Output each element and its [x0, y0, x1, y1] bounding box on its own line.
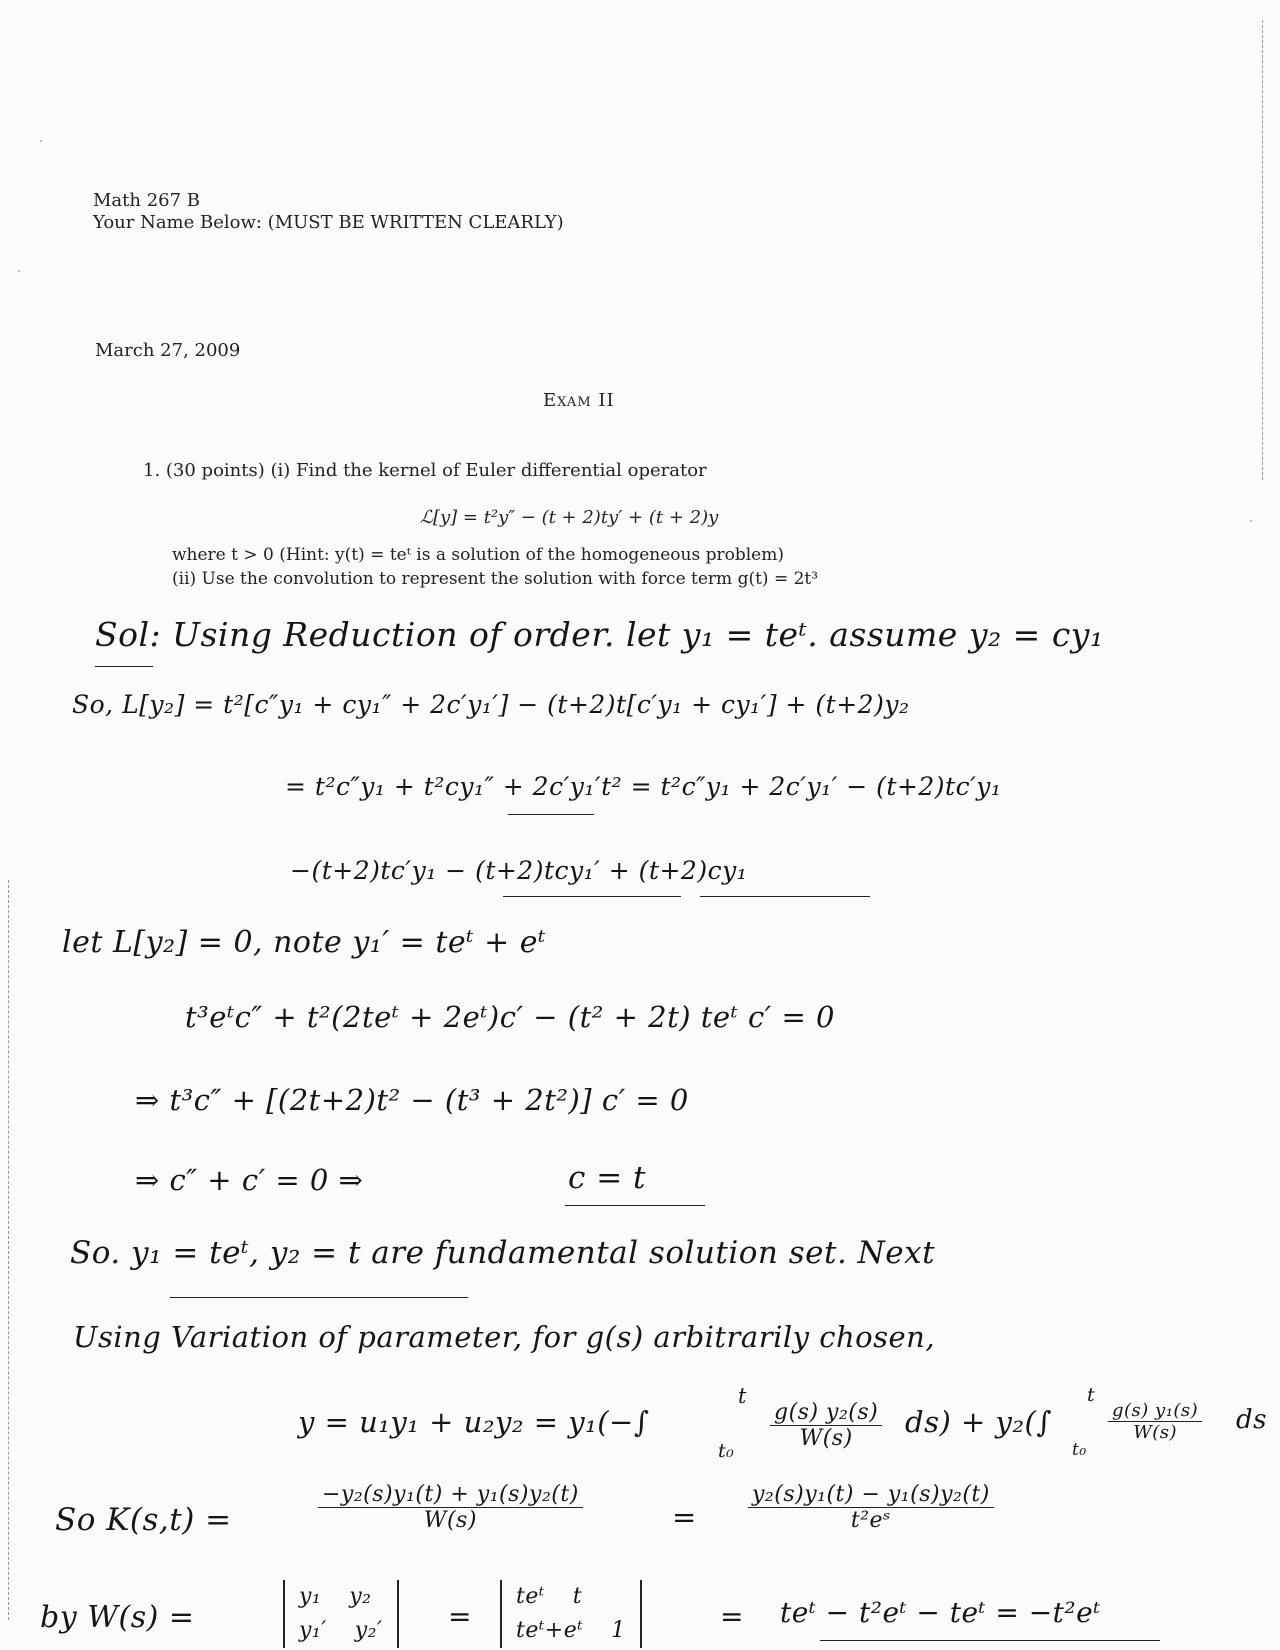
solution-line-1: Sol: Using Reduction of order. let y₁ = teᵗ. assume y₂ = cy₁ — [95, 615, 1104, 654]
det-row — [516, 1614, 626, 1648]
underline-c-result — [565, 1205, 705, 1206]
scan-speck — [18, 270, 20, 272]
vop-formula-start: y = u₁y₁ + u₂y₂ = y₁(−∫ — [298, 1405, 650, 1439]
integral-lower-limit: t₀ — [718, 1440, 735, 1462]
solution-line-7: ⇒ t³c″ + [(2t+2)t² − (t³ + 2t²)] c′ = 0 — [135, 1083, 689, 1117]
scan-edge-right — [1262, 20, 1263, 480]
integral2-lower-limit: t₀ — [1072, 1440, 1087, 1460]
solution-c-result: c = t — [568, 1160, 647, 1196]
scan-speck — [40, 140, 42, 142]
exam-date: March 27, 2009 — [95, 340, 241, 361]
course-code: Math 267 B — [93, 190, 201, 211]
kernel-fraction-1 — [318, 1482, 583, 1533]
wronskian-determinant-symbolic — [283, 1580, 399, 1648]
solution-line-8: ⇒ c″ + c′ = 0 ⇒ — [135, 1163, 364, 1197]
underline-term — [508, 814, 594, 815]
vop-fraction-1 — [770, 1400, 882, 1451]
underline-cancel-a — [503, 896, 681, 897]
vop-fraction-1-num: g(s) y₂(s) — [770, 1400, 882, 1426]
kernel-equals: = — [672, 1500, 697, 1534]
solution-line-4: −(t+2)tc′y₁ − (t+2)tcy₁′ + (t+2)cy₁ — [290, 856, 748, 885]
scan-edge-left — [8, 880, 9, 1620]
wronskian-result: teᵗ − t²eᵗ − teᵗ = −t²eᵗ — [780, 1596, 1101, 1629]
wronskian-equals-2: = — [720, 1600, 744, 1633]
vop-formula-mid: ds) + y₂(∫ — [905, 1405, 1052, 1439]
name-prompt: Your Name Below: (MUST BE WRITTEN CLEARLY) — [93, 212, 564, 233]
underline-fundamental-set — [170, 1297, 468, 1298]
det-cell: y₂′ — [354, 1618, 383, 1643]
wronskian-determinant-values — [500, 1580, 642, 1648]
det-cell: y₂ — [349, 1584, 372, 1609]
wronskian-equals-1: = — [448, 1600, 472, 1633]
det-row — [299, 1580, 383, 1614]
underline-wronskian — [820, 1640, 1160, 1641]
solution-line-10: Using Variation of parameter, for g(s) arbitrarily chosen, — [73, 1320, 936, 1354]
problem-part2: (ii) Use the convolution to represent the solution with force term g(t) = 2t³ — [172, 569, 819, 589]
solution-line-9: So. y₁ = teᵗ, y₂ = t are fundamental solution set. Next — [70, 1235, 936, 1271]
vop-formula-end: ds — [1236, 1405, 1267, 1435]
problem-hint: where t > 0 (Hint: y(t) = teᵗ is a solution of the homogeneous problem) — [172, 545, 784, 565]
kernel-fraction-1-den: W(s) — [423, 1508, 477, 1533]
scan-speck — [1250, 520, 1252, 522]
det-cell: 1 — [611, 1618, 626, 1643]
underline-cancel-b — [700, 896, 870, 897]
solution-line-5: let L[y₂] = 0, note y₁′ = teᵗ + eᵗ — [62, 925, 546, 960]
integral2-upper-limit: t — [1087, 1384, 1096, 1406]
kernel-fraction-2-num: y₂(s)y₁(t) − y₁(s)y₂(t) — [748, 1482, 994, 1508]
vop-fraction-2-num: g(s) y₁(s) — [1108, 1400, 1202, 1422]
exam-title: Exam II — [543, 390, 615, 411]
kernel-lhs: So K(s,t) = — [55, 1502, 232, 1538]
det-row — [299, 1614, 383, 1648]
vop-fraction-1-den: W(s) — [799, 1426, 853, 1451]
kernel-fraction-2 — [748, 1482, 994, 1533]
det-row — [516, 1580, 626, 1614]
kernel-fraction-1-num: −y₂(s)y₁(t) + y₁(s)y₂(t) — [318, 1482, 583, 1508]
det-cell: y₁ — [299, 1584, 322, 1609]
vop-fraction-2-den: W(s) — [1133, 1422, 1177, 1443]
det-cell: y₁′ — [299, 1618, 327, 1643]
vop-fraction-2 — [1108, 1400, 1202, 1443]
det-cell: teᵗ+eᵗ — [516, 1618, 584, 1643]
problem-operator: ℒ[y] = t²y″ − (t + 2)ty′ + (t + 2)y — [420, 507, 719, 528]
det-cell: teᵗ — [516, 1584, 545, 1609]
solution-line-3: = t²c″y₁ + t²cy₁″ + 2c′y₁′t² = t²c″y₁ + 2c′y₁′ − (t+2)tc′y₁ — [285, 772, 1002, 801]
sol-underline — [95, 666, 153, 667]
problem-intro: 1. (30 points) (i) Find the kernel of Euler differential operator — [143, 460, 707, 481]
kernel-fraction-2-den: t²eˢ — [850, 1508, 891, 1533]
det-cell: t — [572, 1584, 583, 1609]
integral-upper-limit: t — [738, 1384, 747, 1408]
wronskian-lhs: by W(s) = — [40, 1600, 195, 1635]
solution-line-6: t³eᵗc″ + t²(2teᵗ + 2eᵗ)c′ − (t² + 2t) teᵗ c′ = 0 — [185, 1000, 835, 1034]
solution-line-2: So, L[y₂] = t²[c″y₁ + cy₁″ + 2c′y₁′] − (t+2)t[c′y₁ + cy₁′] + (t+2)y₂ — [72, 690, 910, 719]
